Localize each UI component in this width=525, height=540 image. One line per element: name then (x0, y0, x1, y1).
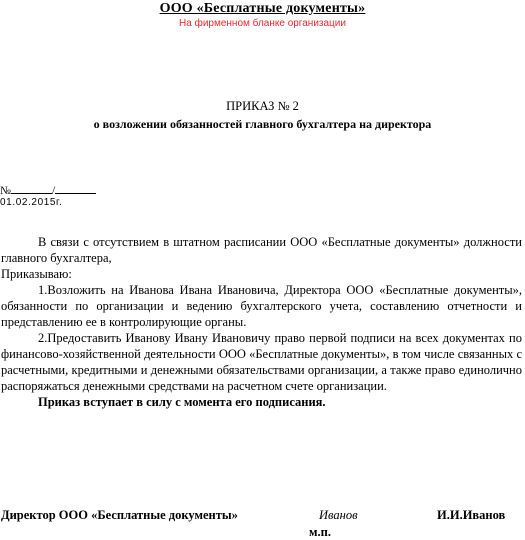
order-subject: о возложении обязанностей главного бухгалтера на директора (93, 117, 432, 131)
handwritten-signature: Иванов (319, 508, 358, 522)
effective-clause: Приказ вступает в силу с момента его подписания. (38, 395, 326, 409)
order-item-1: 1.Возложить на Иванова Ивана Ивановича, Директора ООО «Бесплатные документы», обязанности по организации и ведению бухгалтерского учета, составлению отчетности и представлению ее в контролирующие органы. (1, 283, 522, 329)
number-blank (11, 182, 52, 194)
number-blank-2 (55, 182, 96, 194)
order-body (1, 234, 522, 410)
intro-paragraph: В связи с отсутствием в штатном расписании ООО «Бесплатные документы» должности главного бухгалтера, (1, 235, 522, 265)
order-item-2: 2.Предоставить Иванову Ивану Ивановичу право первой подписи на всех документах по финансово-хозяйственной деятельности ООО «Бесплатные документы», в том числе связанных с расчетными, кредитными и денежными обязательствами организации, а также право единолично распоряжаться денежными средствами на расчетном счете организации. (1, 331, 522, 393)
signer-name: И.И.Иванов (437, 508, 506, 522)
number-separator: / (51, 185, 56, 197)
number-label: № (0, 185, 11, 197)
order-title: ПРИКАЗ № 2 (226, 99, 299, 113)
signer-role: Директор ООО «Бесплатные документы» (1, 508, 238, 522)
letterhead-note: На фирменном бланке организации (179, 18, 346, 29)
order-word: Приказываю: (1, 267, 72, 281)
order-date: 01.02.2015г. (0, 197, 63, 208)
organization-name: ООО «Бесплатные документы» (159, 1, 366, 16)
stamp-place-label: м.п. (309, 525, 331, 539)
